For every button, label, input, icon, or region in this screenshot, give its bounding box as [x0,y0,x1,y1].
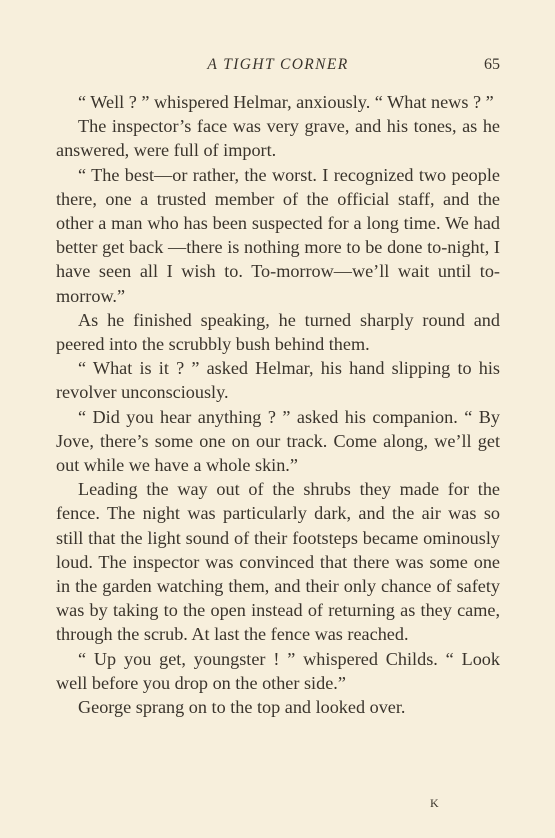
paragraph: The inspector’s face was very grave, and his tones, as he answered, were full of import. [56,116,500,161]
paragraph: Leading the way out of the shrubs they made for the fence. The night was particularly dark, and the air was so still that the light sound of their footsteps became ominously loud. The inspector was convinced that there was some one in the garden watching them, and their only chance of safety was by taking to the open instead of returning as they came, through the scrub. At last the fence was reached. [56,479,500,645]
body-text [56,90,500,719]
paragraph: “ Did you hear anything ? ” asked his companion. “ By Jove, there’s some one on our track. Come along, we’ll get out while we have a whole skin.” [56,406,500,476]
chapter-title: A TIGHT CORNER [207,56,349,73]
paragraph: “ Well ? ” whispered Helmar, anxiously. “ What news ? ” [78,92,494,112]
page-number: 65 [484,56,500,73]
paragraph: As he finished speaking, he turned sharply round and peered into the scrubbly bush behind them. [56,309,500,355]
paragraph: “ What is it ? ” asked Helmar, his hand slipping to his revolver unconsciously. [56,358,500,403]
running-head [56,56,500,80]
paragraph: “ Up you get, youngster ! ” whispered Childs. “ Look well before you drop on the other side.” [56,648,500,693]
paragraph: George sprang on to the top and looked over. [78,697,406,718]
signature-mark: K [430,796,439,810]
paragraph: “ The best—or rather, the worst. I recognized two people there, one a trusted member of the official staff, and the other a man who has been suspected for a long time. We had better get back —there is nothing more to be done to-night, I have seen all I wish to. To-morrow—we’ll wait until to-morrow.” [56,164,500,306]
